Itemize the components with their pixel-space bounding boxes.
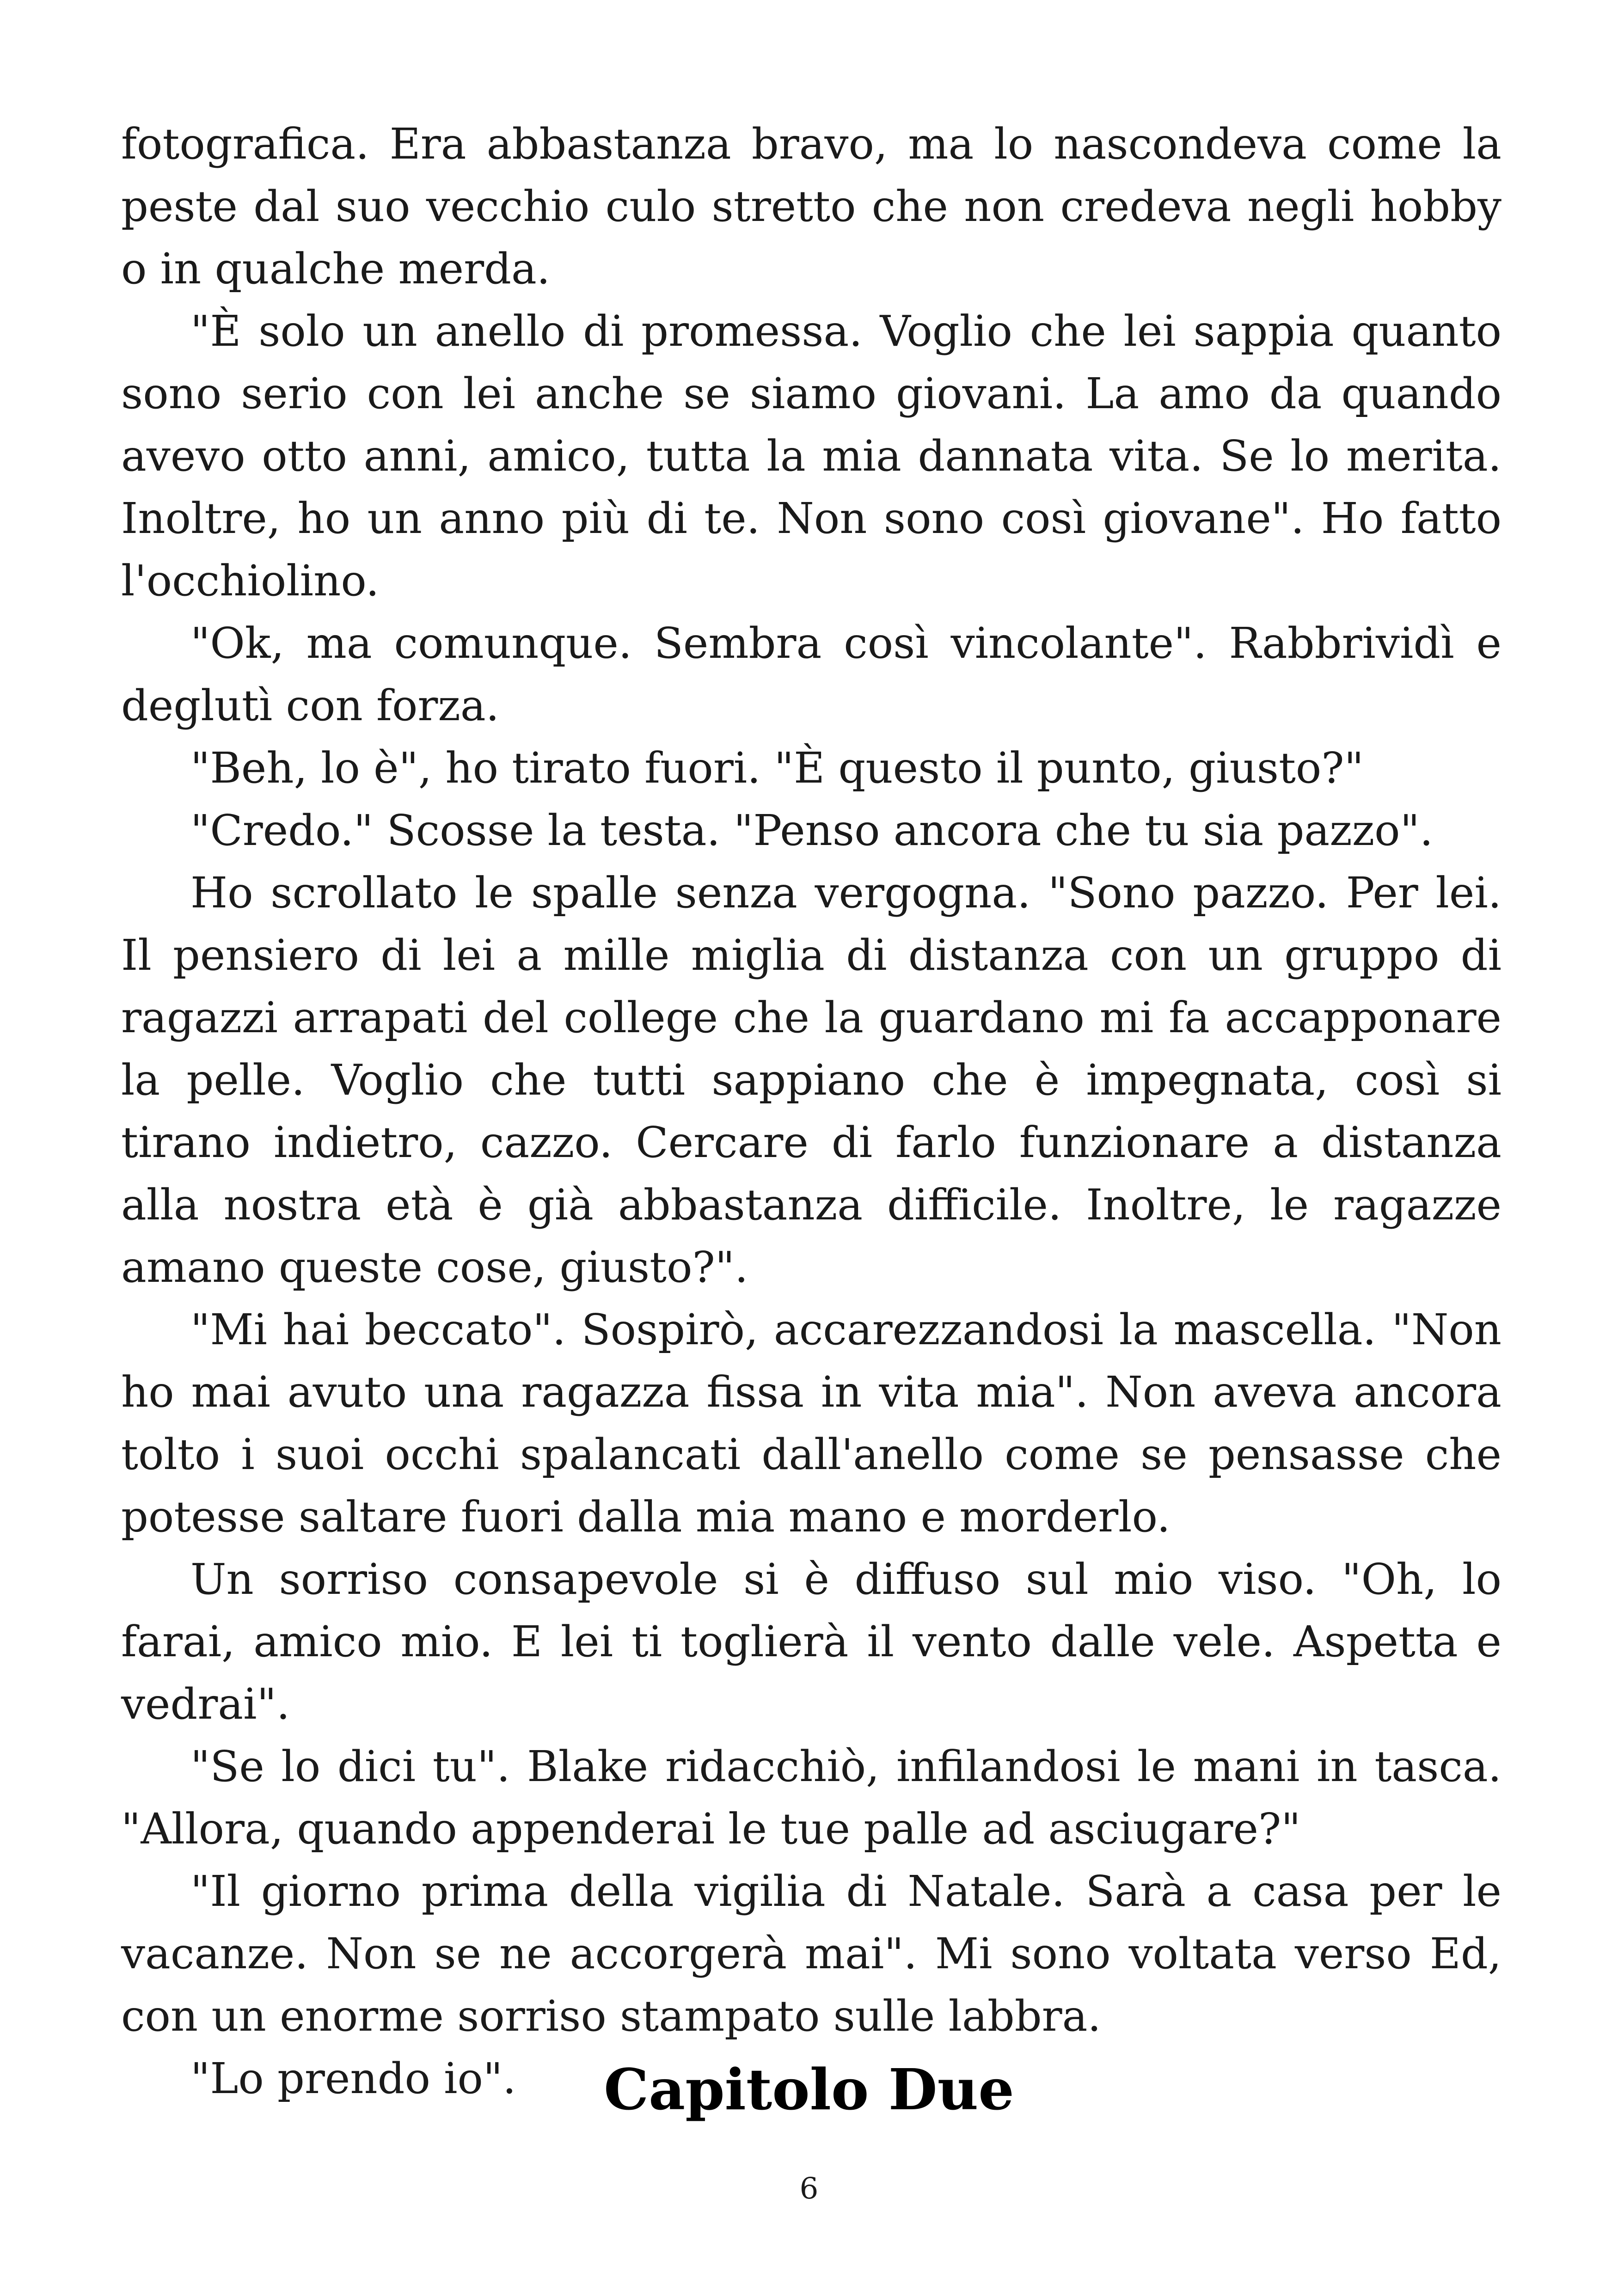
paragraph: "Beh, lo è", ho tirato fuori. "È questo il punto, giusto?" xyxy=(190,743,1364,793)
paragraph: "Mi hai beccato". Sospirò, accarezzandosi la mascella. "Non ho mai avuto una ragazza fissa in vita mia". Non aveva ancora tolto i suoi occhi spalancati dall'anello come se pensasse che potesse saltare fuori dalla mia mano e morderlo. xyxy=(121,1305,1502,1542)
paragraph: "Ok, ma comunque. Sembra così vincolante". Rabbrividì e deglutì con forza. xyxy=(121,618,1502,730)
page-number: 6 xyxy=(799,2172,819,2206)
body-text xyxy=(121,113,1502,2110)
paragraph: Ho scrollato le spalle senza vergogna. "Sono pazzo. Per lei. Il pensiero di lei a mille miglia di distanza con un gruppo di ragazzi arrapati del college che la guardano mi fa accapponare la pelle. Voglio che tutti sappiano che è impegnata, così si tirano indietro, cazzo. Cercare di farlo funzionare a distanza alla nostra età è già abbastanza difficile. Inoltre, le ragazze amano queste cose, giusto?". xyxy=(121,868,1502,1292)
paragraph: Un sorriso consapevole si è diffuso sul mio viso. "Oh, lo farai, amico mio. E lei ti toglierà il vento dalle vele. Aspetta e vedrai". xyxy=(121,1555,1502,1729)
paragraph: "Il giorno prima della vigilia di Natale. Sarà a casa per le vacanze. Non se ne accorgerà mai". Mi sono voltata verso Ed, con un enorme sorriso stampato sulle labbra. xyxy=(121,1867,1502,2041)
chapter-title: Capitolo Due xyxy=(604,2056,1014,2123)
paragraph: "Lo prendo io". xyxy=(190,2054,516,2103)
paragraph: "Credo." Scosse la testa. "Penso ancora che tu sia pazzo". xyxy=(190,806,1434,855)
paragraph: "È solo un anello di promessa. Voglio che lei sappia quanto sono serio con lei anche se siamo giovani. La amo da quando avevo otto anni, amico, tutta la mia dannata vita. Se lo merita. Inoltre, ho un anno più di te. Non sono così giovane". Ho fatto l'occhiolino. xyxy=(121,306,1502,606)
paragraph: "Se lo dici tu". Blake ridacchiò, infilandosi le mani in tasca. "Allora, quando appenderai le tue palle ad asciugare?" xyxy=(121,1742,1502,1854)
paragraph-continuation: fotografica. Era abbastanza bravo, ma lo nascondeva come la peste dal suo vecchio culo stretto che non credeva negli hobby o in qualche merda. xyxy=(121,119,1502,294)
